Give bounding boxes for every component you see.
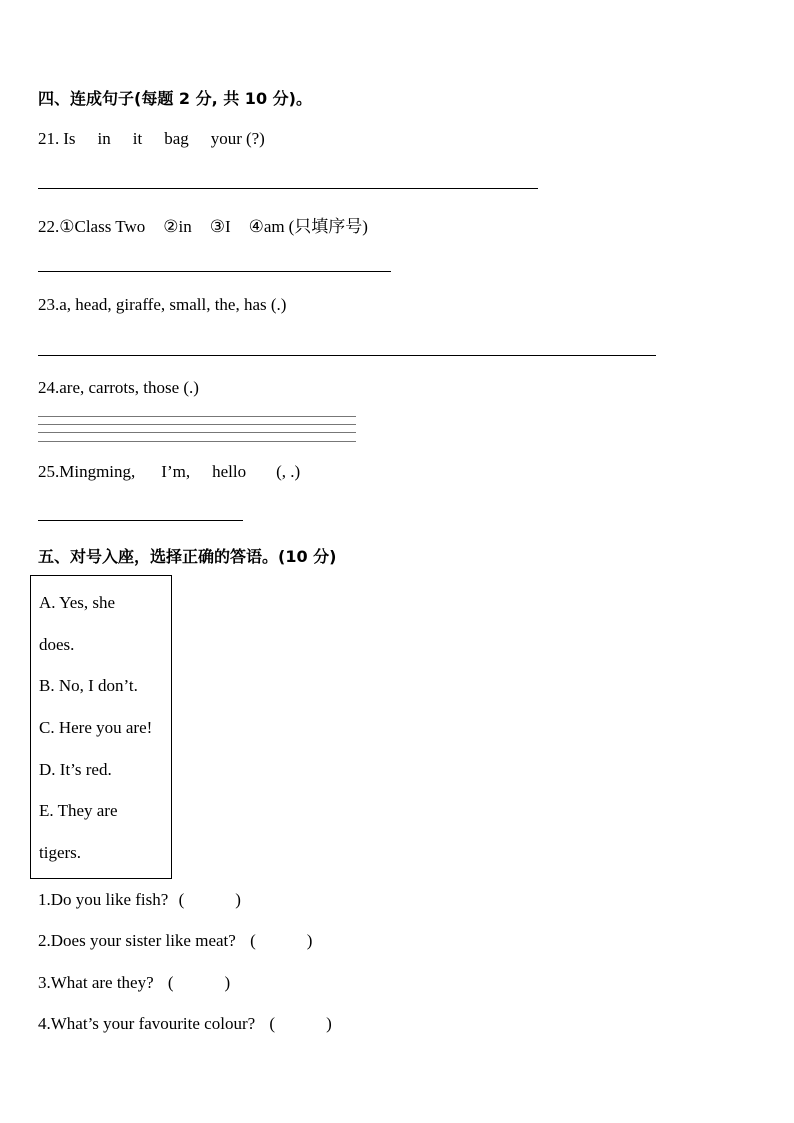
answer-blank[interactable]: ( ) [178,890,241,909]
q23-text: a, head, giraffe, small, the, has (.) [59,295,287,314]
q25-word: Mingming, [59,462,136,481]
option-a-line1: A. Yes, she [39,593,116,612]
q21-word: your [210,129,242,148]
match-question [38,973,230,993]
q21-number: 21. [38,129,60,148]
q22-note: (只填序号) [288,217,368,236]
q23-number: 23. [38,295,60,314]
option-b: B. No, I don’t. [39,676,138,695]
writing-line[interactable] [38,424,356,425]
q25-word: (, .) [276,462,301,481]
answer-line-22[interactable] [38,271,391,272]
q21-word: it [132,129,143,148]
match-question [38,890,241,910]
answer-line-23[interactable] [38,355,656,356]
q22-item: ②in [163,217,192,236]
section-4-title: 四、连成句子(每题 2 分, 共 10 分)。 [38,89,312,108]
option-e-line1: E. They are [39,801,118,820]
question-24 [38,378,199,398]
match-question [38,1014,332,1034]
match-question [38,931,312,951]
q21-word: bag [164,129,189,148]
q24-text: are, carrots, those (.) [59,378,199,397]
q21-word: Is [63,129,76,148]
question-21 [38,129,265,149]
question-22 [38,212,368,237]
options-box [30,575,172,879]
writing-line[interactable] [38,441,356,442]
answer-blank[interactable]: ( ) [167,973,231,992]
match-question-text: 4.What’s your favourite colour? [38,1014,256,1033]
q21-word: (?) [245,129,265,148]
question-23 [38,295,286,315]
q22-item: ①Class Two [59,217,146,236]
answer-blank[interactable]: ( ) [250,931,313,950]
q22-item: ④am [248,217,285,236]
question-25 [38,462,300,482]
q25-number: 25. [38,462,60,481]
match-question-text: 2.Does your sister like meat? [38,931,236,950]
writing-line[interactable] [38,416,356,417]
q24-number: 24. [38,378,60,397]
option-d: D. It’s red. [39,760,112,779]
match-question-text: 3.What are they? [38,973,154,992]
writing-line[interactable] [38,432,356,433]
q22-number: 22. [38,217,60,236]
option-e-line2: tigers. [39,843,82,862]
answer-line-21[interactable] [38,188,538,189]
q25-word: I’m, [161,462,191,481]
q25-word: hello [212,462,247,481]
answer-blank[interactable]: ( ) [269,1014,332,1033]
option-c: C. Here you are! [39,718,153,737]
option-a-line2: does. [39,635,75,654]
match-question-text: 1.Do you like fish? [38,890,169,909]
q21-word: in [97,129,111,148]
q22-item: ③I [209,217,231,236]
answer-line-25[interactable] [38,520,243,521]
section-5-title: 五、对号入座，选择正确的答语。(10 分) [38,547,337,566]
